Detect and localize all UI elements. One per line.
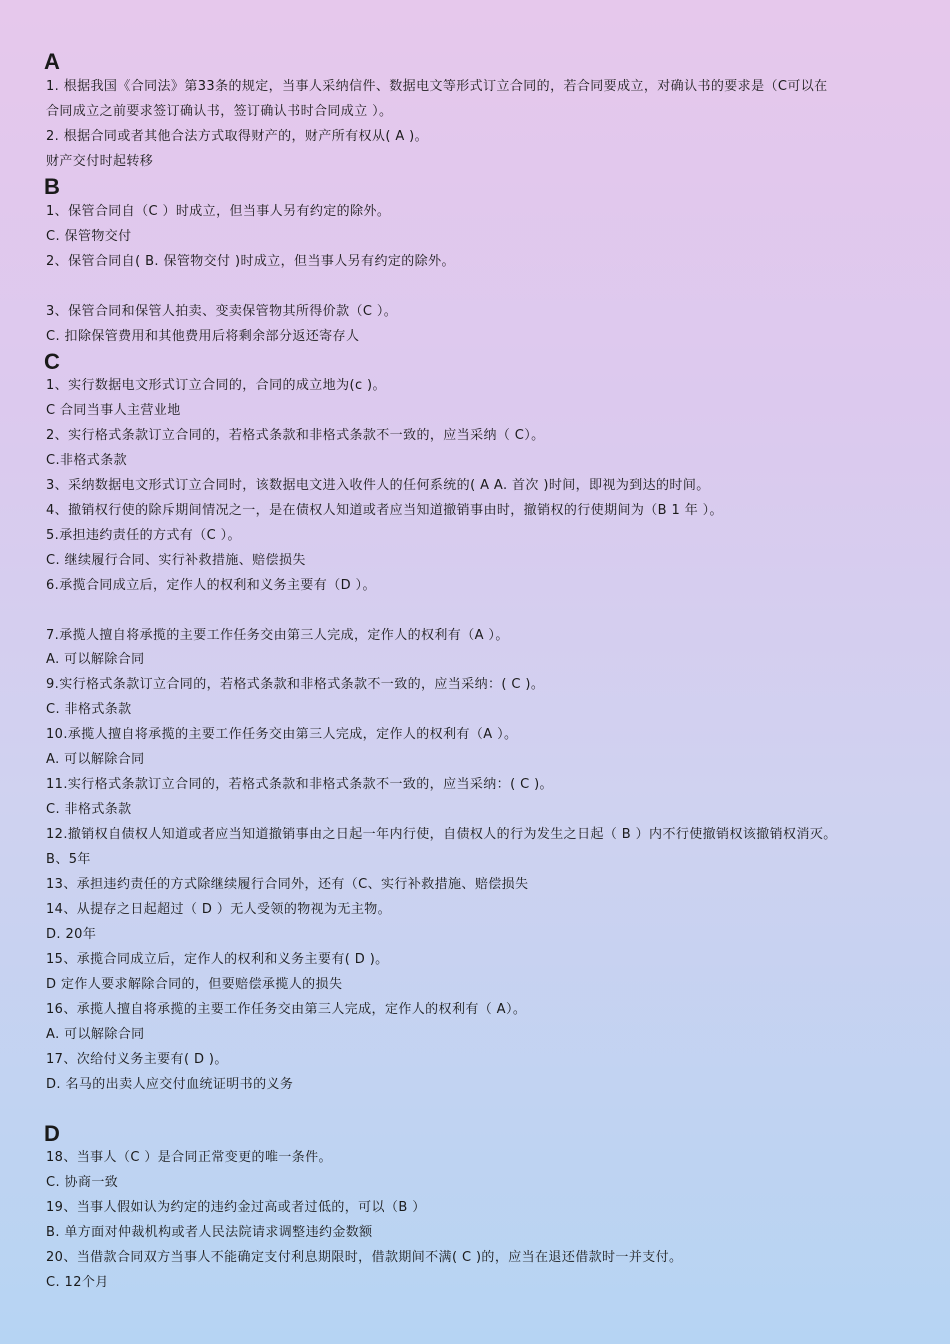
question-line: 19、当事人假如认为约定的违约金过高或者过低的，可以（B ） bbox=[46, 1200, 426, 1215]
question-line: 20、当借款合同双方当事人不能确定支付利息期限时，借款期间不满( C )的，应当在退还借款时一并支付。 bbox=[46, 1250, 683, 1265]
question-line: 13、承担违约责任的方式除继续履行合同外，还有（C、实行补救措施、赔偿损失 bbox=[46, 877, 529, 892]
question-line: 6.承揽合同成立后，定作人的权利和义务主要有（D ）。 bbox=[46, 577, 376, 593]
question-line: C. 非格式条款 bbox=[46, 702, 132, 718]
question-line: 11.实行格式条款订立合同的，若格式条款和非格式条款不一致的，应当采纳：( C )。 bbox=[46, 777, 553, 793]
question-line: 15、承揽合同成立后，定作人的权利和义务主要有( D )。 bbox=[46, 951, 389, 967]
question-line: 1、实行数据电文形式订立合同的，合同的成立地为(c )。 bbox=[46, 378, 386, 393]
question-line: 17、次给付义务主要有( D )。 bbox=[46, 1051, 228, 1067]
question-line: 2. 根据合同或者其他合法方式取得财产的，财产所有权从( A )。 bbox=[46, 129, 429, 144]
question-line: 合同成立之前要求签订确认书，签订确认书时合同成立 ）。 bbox=[46, 104, 393, 119]
question-line: 4、撤销权行使的除斥期间情况之一，是在债权人知道或者应当知道撤销事由时，撤销权的行使期间为（B 1 年 ）。 bbox=[46, 502, 723, 518]
question-line: 2、实行格式条款订立合同的，若格式条款和非格式条款不一致的，应当采纳（ C）。 bbox=[46, 427, 545, 443]
question-line: 2、保管合同自( B. 保管物交付 )时成立，但当事人另有约定的除外。 bbox=[46, 254, 455, 269]
question-line: 16、承揽人擅自将承揽的主要工作任务交由第三人完成，定作人的权利有（ A）。 bbox=[46, 1001, 527, 1017]
question-line: 3、保管合同和保管人拍卖、变卖保管物其所得价款（C ）。 bbox=[46, 304, 398, 319]
question-line: D. 名马的出卖人应交付血统证明书的义务 bbox=[46, 1076, 294, 1092]
section-header-c: C bbox=[44, 349, 60, 374]
question-line: 7.承揽人擅自将承揽的主要工作任务交由第三人完成，定作人的权利有（A ）。 bbox=[46, 627, 509, 643]
question-line: A. 可以解除合同 bbox=[46, 652, 145, 668]
question-line: C. 扣除保管费用和其他费用后将剩余部分返还寄存人 bbox=[46, 329, 360, 344]
question-line: C. 协商一致 bbox=[46, 1175, 119, 1190]
question-line: B. 单方面对仲裁机构或者人民法院请求调整违约金数额 bbox=[46, 1225, 373, 1240]
section-header-d: D bbox=[44, 1121, 60, 1146]
question-line: 10.承揽人擅自将承揽的主要工作任务交由第三人完成，定作人的权利有（A ）。 bbox=[46, 727, 518, 743]
question-line: C. 非格式条款 bbox=[46, 802, 132, 818]
question-line: C.非格式条款 bbox=[46, 452, 128, 468]
question-line: C. 保管物交付 bbox=[46, 229, 132, 244]
question-line: 5.承担违约责任的方式有（C ）。 bbox=[46, 527, 241, 543]
section-header-a: A bbox=[44, 49, 60, 74]
question-line: 1、保管合同自（C ）时成立，但当事人另有约定的除外。 bbox=[46, 204, 391, 219]
question-line: 12.撤销权自债权人知道或者应当知道撤销事由之日起一年内行使，自债权人的行为发生之日起（ B ）内不行使撤销权该撤销权消灭。 bbox=[46, 827, 837, 843]
question-line: D. 20年 bbox=[46, 926, 97, 942]
question-line: 3、采纳数据电文形式订立合同时，该数据电文进入收件人的任何系统的( A A. 首次 )时间，即视为到达的时间。 bbox=[46, 477, 710, 493]
question-line: 财产交付时起转移 bbox=[46, 154, 154, 169]
question-line: D 定作人要求解除合同的，但要赔偿承揽人的损失 bbox=[46, 976, 343, 992]
question-line: 14、从提存之日起超过（ D ）无人受领的物视为无主物。 bbox=[46, 901, 392, 917]
question-line: C 合同当事人主营业地 bbox=[46, 402, 181, 418]
question-line: 18、当事人（C ）是合同正常变更的唯一条件。 bbox=[46, 1150, 332, 1165]
question-line: C. 12个月 bbox=[46, 1275, 109, 1290]
question-line: A. 可以解除合同 bbox=[46, 752, 145, 768]
question-line: 9.实行格式条款订立合同的，若格式条款和非格式条款不一致的，应当采纳：( C )。 bbox=[46, 677, 545, 693]
question-line: B、5年 bbox=[46, 852, 91, 868]
question-line: 1. 根据我国《合同法》第33条的规定，当事人采纳信件、数据电文等形式订立合同的，若合同要成立，对确认书的要求是（C可以在 bbox=[46, 79, 828, 94]
question-line: A. 可以解除合同 bbox=[46, 1026, 145, 1042]
section-header-b: B bbox=[44, 174, 60, 199]
question-line: C. 继续履行合同、实行补救措施、赔偿损失 bbox=[46, 552, 306, 568]
